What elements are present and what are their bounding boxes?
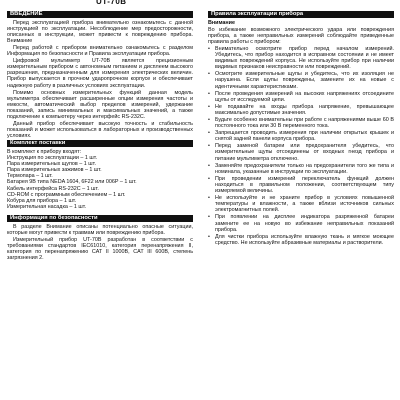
kit-item: Кобура для прибора – 1 шт.	[7, 197, 77, 204]
kit-item: Пара измерительных щупов – 1 шт.	[7, 161, 96, 168]
kit-item: Инструкция по эксплуатации – 1 шт.	[7, 155, 98, 162]
kit-item: CD-ROM с программным обеспечением – 1 шт.	[7, 191, 126, 198]
rule-item: • Перед заменой батареи или предохранителя убедитесь, что измерительные щупы отсоединены от входных гнезд прибора и питание мультиметра отключено.	[208, 143, 394, 162]
rules-list	[208, 46, 394, 246]
kit-item: Батарея 9В типа NEDA 1604, 6F22 или 006Р – 1 шт.	[7, 179, 137, 186]
model-title: UT-70B	[96, 0, 127, 6]
rule-item: • Не подавайте на входы прибора напряжение, превышающее максимально допустимые значения.	[208, 103, 394, 116]
safety-paragraph: Измерительный прибор UT-70B разработан в соответствии с требованиями стандартов IEC61010, категория перенапряжения II, категория по перенапряжению CAT II 1000В, CAT III 600В, степень загрязнения 2.	[7, 236, 193, 261]
kit-item: Термопара – 1 шт.	[7, 173, 53, 180]
rule-item: • Будьте особенно внимательны при работе с напряжениями выше 60 В постоянного тока или 30 В переменного тока.	[208, 117, 394, 130]
rule-item: • Запрещается проводить измерения при наличии открытых крышек и снятой задней панели корпуса прибора.	[208, 130, 394, 143]
rule-item: • После проведения измерений на высоких напряжениях отсоедините щупы от исследуемой цепи.	[208, 90, 394, 103]
rule-item: • Внимательно осмотрите прибор перед началом измерений. Убедитесь, что прибор находится в исправном состоянии и не имеет видимых повреждений корпуса. Не используйте прибор при наличии видимых признаков неисправности или повреждений.	[208, 45, 394, 71]
rule-item: • При появлении на дисплее индикатора разряженной батареи замените ее на новую во избежание неправильных показаний прибора.	[208, 214, 394, 233]
intro-paragraph: Данный прибор обеспечивает высокую точность и стабильность показаний и может использоваться в лабораторных и производственных условиях.	[7, 121, 193, 140]
rules-heading: Правила эксплуатации прибора	[208, 11, 394, 18]
intro-paragraph: Помимо основных измерительных функций данная модель мультиметра обеспечивает расширенные опции измерения частоты и емкости, автоматический выбор пределов измерений, удержание показаний, запись минимальных и максимальных значений, а также подключение к компьютеру через интерфейс RS-232C.	[7, 89, 193, 120]
intro-paragraph: Перед работой с прибором внимательно ознакомьтесь с разделом Информация по безопасности и Правила эксплуатации прибора.	[7, 44, 193, 58]
rule-item: • Заменяйте предохранители только на предохранители того же типа и номинала, указанные в инструкции по эксплуатации.	[208, 162, 394, 175]
right-column	[208, 10, 394, 247]
rule-item: • Для чистки прибора используйте влажную ткань и мягкое моющее средство. Не используйте абразивные материалы и растворители.	[208, 233, 394, 246]
kit-item: Кабель интерфейса RS-232С – 1 шт.	[7, 185, 99, 192]
left-column	[7, 10, 193, 262]
rules-intro: Во избежание возможного электрического удара или повреждения прибора, а также неправильных измерений соблюдайте приведенные правила работы с прибором:	[208, 26, 394, 45]
intro-paragraph: Цифровой мультиметр UT-70B является прецизионным измерительным прибором с автономным питанием и дисплеем высокого разрешения, предназначенным для измерения электрических величин. Прибор выпускается в прочном ударопрочном корпусе и обеспечивает надежную работу в различных условиях эксплуатации.	[7, 58, 193, 89]
intro-heading: ВВЕДЕНИЕ	[7, 11, 193, 18]
safety-paragraph: В разделе Внимание описаны потенциально опасные ситуации, которые могут привести к травмам или повреждению прибора.	[7, 223, 193, 236]
safety-heading: Информация по безопасности	[7, 215, 193, 222]
page-header	[0, 0, 400, 8]
kit-heading: Комплект поставки	[7, 140, 193, 147]
kit-list	[7, 149, 193, 210]
intro-paragraph: Перед эксплуатацией прибора внимательно ознакомьтесь с данной инструкцией по эксплуатации. Несоблюдение мер предосторожности, описанных в инструкции, может привести к повреждению прибора. Внимание	[7, 19, 193, 44]
rule-item: • Не используйте и не храните прибор в условиях повышенной температуры и влажности, а также вблизи источников сильных электромагнитных полей.	[208, 195, 394, 214]
kit-item: Измерительная насадка – 1 шт.	[7, 203, 87, 210]
kit-item: В комплект к прибору входят:	[7, 148, 82, 155]
rule-item: • Осмотрите измерительные щупы и убедитесь, что их изоляция не нарушена. Если щупы повреждены, замените их на новые с идентичными характеристиками.	[208, 71, 394, 90]
kit-item: Пара измерительных зажимов – 1 шт.	[7, 167, 102, 174]
warning-label: Внимание	[208, 19, 235, 26]
rule-item: • При проведении измерений переключатель функций должен находиться в правильном положении, соответствующем типу измеряемой величины.	[208, 175, 394, 195]
